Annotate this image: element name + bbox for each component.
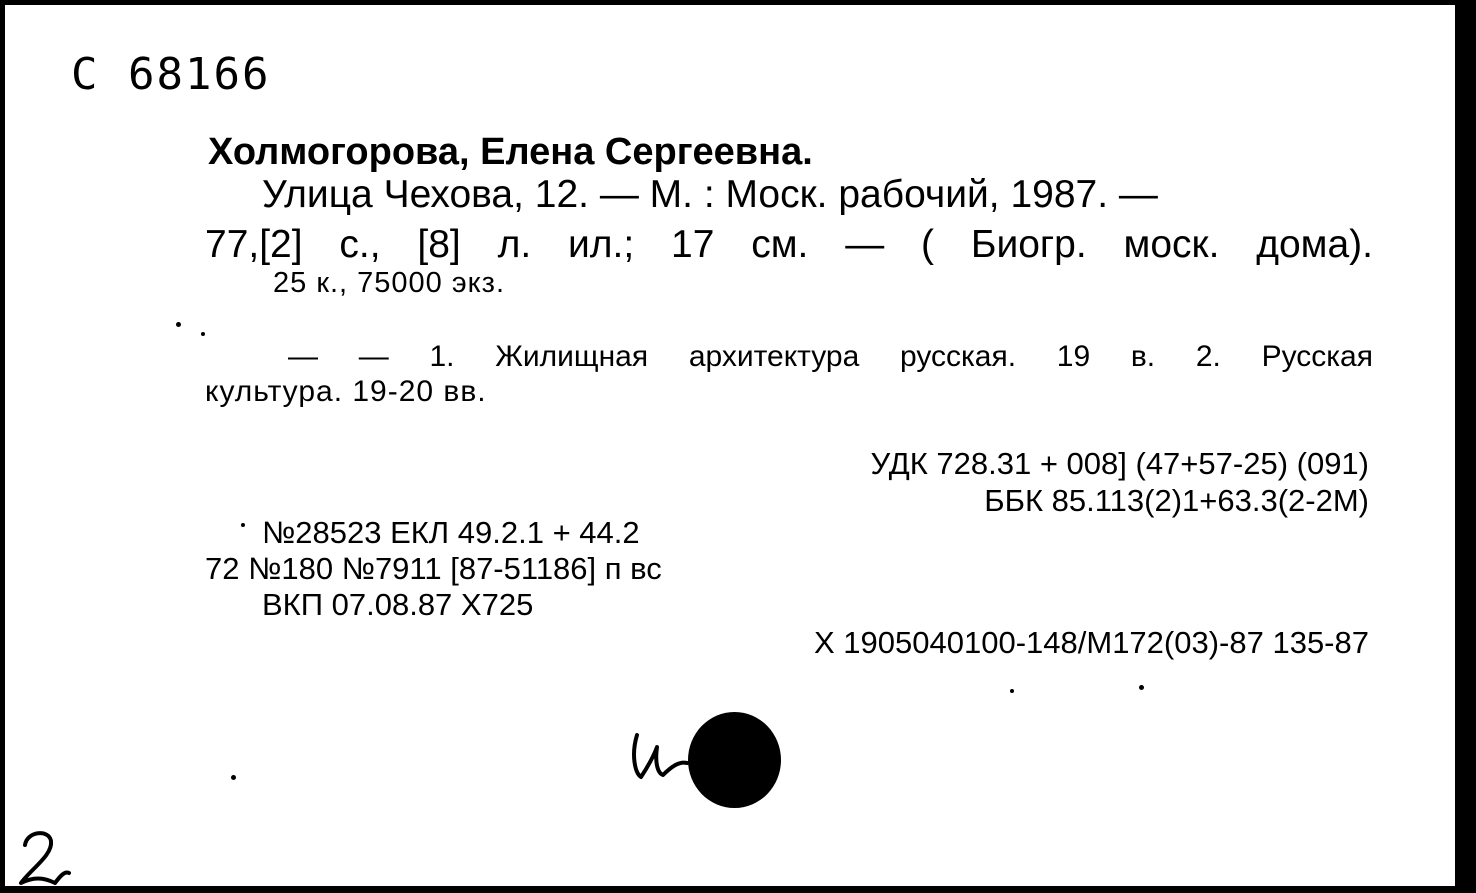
speck (176, 322, 181, 327)
title-description-line-2: 77,[2] с., [8] л. ил.; 17 см. — ( Биогр. моск. дома). (205, 223, 1373, 266)
speck (231, 775, 236, 780)
title-description-line-1: Улица Чехова, 12. — М. : Моск. рабочий, 1987. — (262, 173, 1158, 216)
price-and-print-run: 25 к., 75000 экз. (273, 267, 506, 299)
speck (1139, 685, 1144, 690)
author-heading: Холмогорова, Елена Сергеевна. (208, 131, 813, 173)
bbk-classification: ББК 85.113(2)1+63.3(2-2М) (984, 483, 1369, 518)
registry-code-line-2: 72 №180 №7911 [87-51186] п вс (205, 551, 662, 586)
registry-code-line-3: ВКП 07.08.87 Х725 (262, 587, 534, 622)
subject-headings-line-2: культура. 19-20 вв. (205, 375, 487, 408)
speck (241, 523, 245, 527)
shelf-stamp: С 68166 (71, 49, 271, 100)
speck (1010, 689, 1014, 693)
publisher-code-line: Х 1905040100-148/М172(03)-87 135-87 (814, 625, 1369, 660)
catalog-card (3, 3, 1457, 888)
handwritten-mark (627, 727, 697, 787)
speck (201, 332, 205, 336)
handwritten-number (13, 825, 79, 888)
registry-code-line-1: №28523 ЕКЛ 49.2.1 + 44.2 (262, 515, 640, 550)
subject-headings-line-1: — — 1. Жилищная архитектура русская. 19 в. 2. Русская (288, 340, 1373, 373)
ink-blot (688, 712, 781, 808)
udk-classification: УДК 728.31 + 008] (47+57-25) (091) (870, 446, 1369, 481)
